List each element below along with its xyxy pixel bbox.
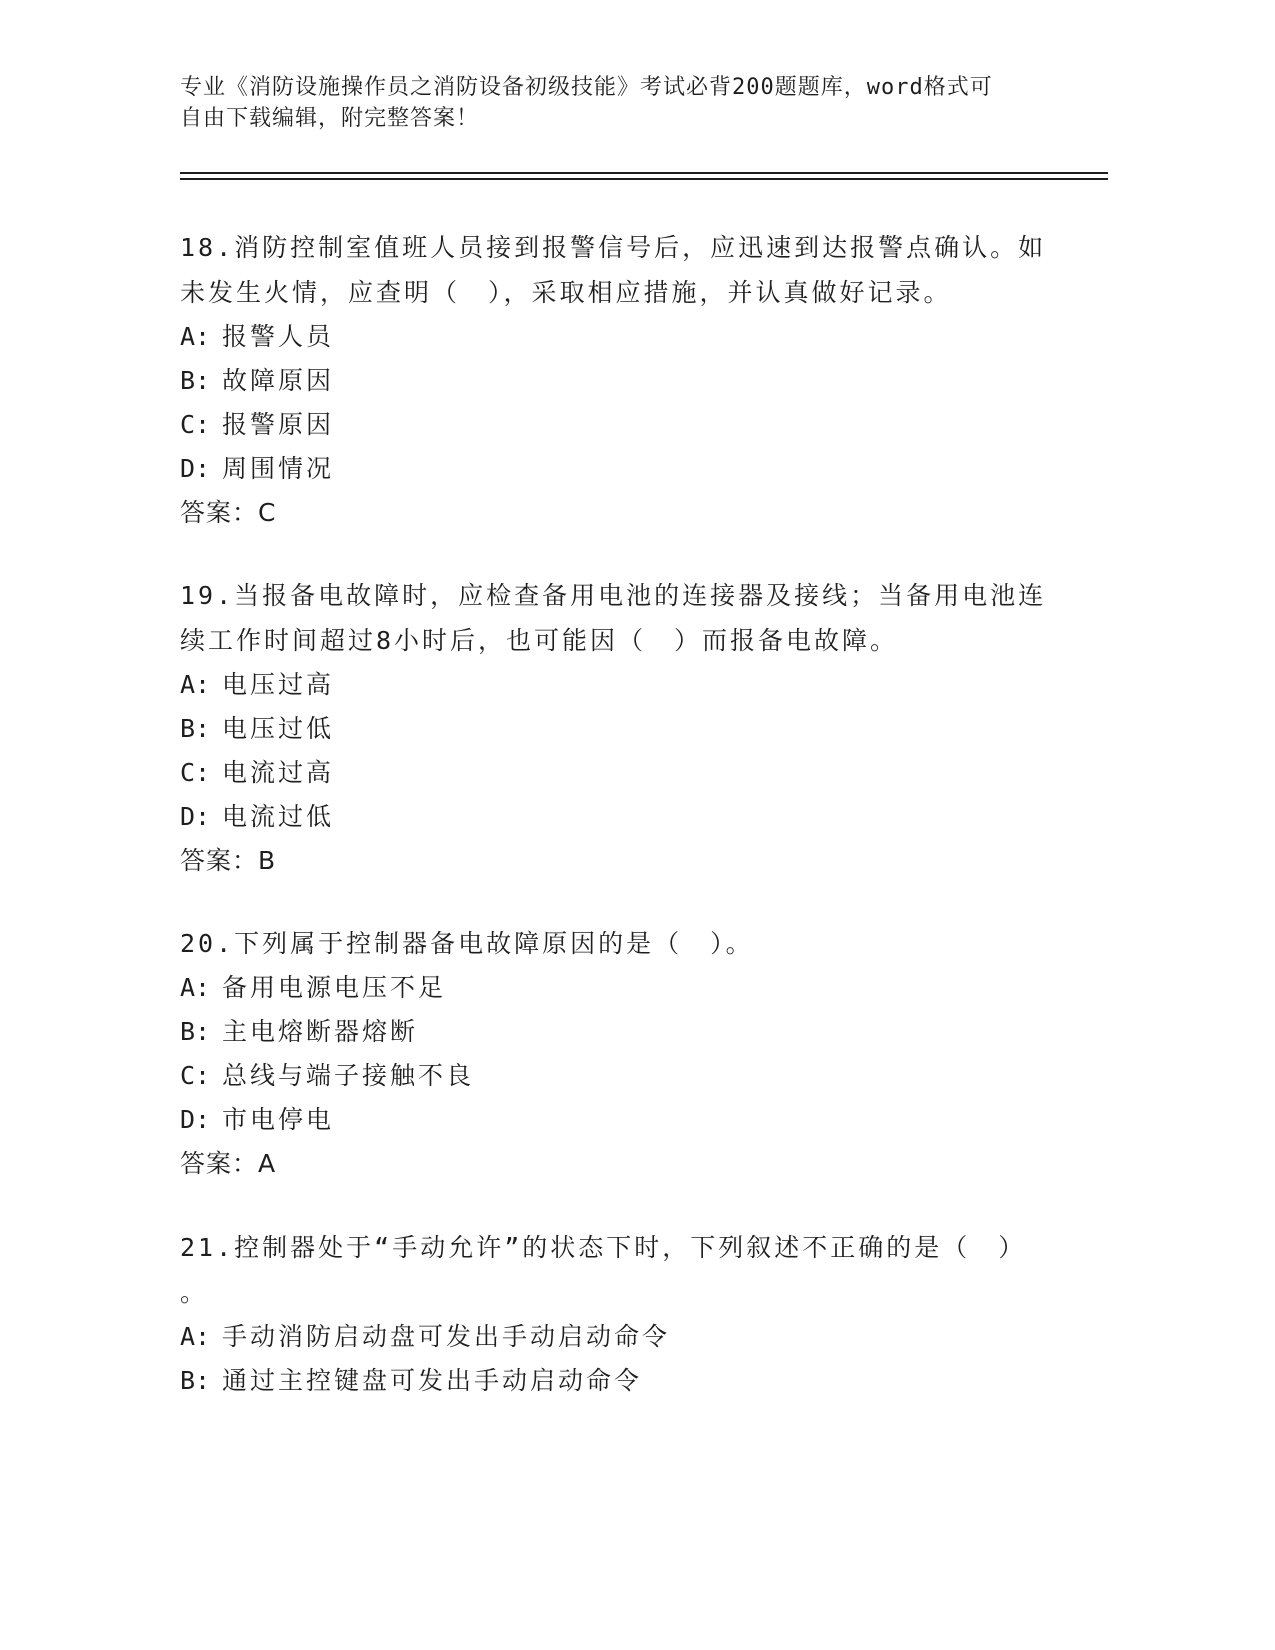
option-key: C: bbox=[180, 1061, 211, 1090]
option-text: 故障原因 bbox=[222, 366, 335, 395]
question-stem-line: 未发生火情，应查明（ ），采取相应措施，并认真做好记录。 bbox=[180, 278, 952, 307]
option-a bbox=[180, 315, 1060, 359]
question-21 bbox=[180, 1225, 1060, 1403]
option-text: 报警原因 bbox=[222, 410, 335, 439]
option-key: A: bbox=[180, 322, 211, 351]
option-text: 手动消防启动盘可发出手动启动命令 bbox=[222, 1322, 671, 1351]
header-line-1: 专业《消防设施操作员之消防设备初级技能》考试必背200题题库，word格式可 bbox=[180, 75, 993, 100]
header-line-2: 自由下载编辑，附完整答案！ bbox=[180, 106, 480, 131]
question-stem-line: 续工作时间超过8小时后，也可能因（ ）而报备电故障。 bbox=[180, 626, 899, 655]
question-19 bbox=[180, 573, 1060, 883]
option-c bbox=[180, 751, 1060, 795]
option-a bbox=[180, 663, 1060, 707]
question-20 bbox=[180, 921, 1060, 1186]
header-divider-bottom bbox=[180, 178, 1108, 180]
option-text: 电流过高 bbox=[222, 758, 335, 787]
option-a bbox=[180, 966, 1060, 1010]
question-stem-line: 18.消防控制室值班人员接到报警信号后，应迅速到达报警点确认。如 bbox=[180, 233, 1047, 262]
option-d bbox=[180, 795, 1060, 839]
option-b bbox=[180, 1010, 1060, 1054]
option-b bbox=[180, 359, 1060, 403]
option-text: 电流过低 bbox=[222, 802, 335, 831]
header-divider-top bbox=[180, 172, 1108, 174]
option-key: C: bbox=[180, 758, 211, 787]
option-key: C: bbox=[180, 410, 211, 439]
option-text: 总线与端子接触不良 bbox=[222, 1061, 475, 1090]
question-stem-line: 。 bbox=[180, 1278, 209, 1307]
option-text: 通过主控键盘可发出手动启动命令 bbox=[222, 1366, 643, 1395]
question-stem-line: 21.控制器处于“手动允许”的状态下时，下列叙述不正确的是（ ） bbox=[180, 1233, 1027, 1262]
answer-line: 答案：B bbox=[180, 846, 277, 875]
option-c bbox=[180, 1054, 1060, 1098]
option-text: 周围情况 bbox=[222, 454, 335, 483]
question-stem-line: 19.当报备电故障时，应检查备用电池的连接器及接线；当备用电池连 bbox=[180, 581, 1047, 610]
option-key: B: bbox=[180, 366, 211, 395]
option-text: 电压过高 bbox=[222, 670, 335, 699]
option-text: 备用电源电压不足 bbox=[222, 973, 447, 1002]
option-text: 主电熔断器熔断 bbox=[222, 1017, 419, 1046]
question-18 bbox=[180, 225, 1060, 535]
option-key: A: bbox=[180, 1322, 211, 1351]
option-key: A: bbox=[180, 973, 211, 1002]
answer-line: 答案：A bbox=[180, 1149, 277, 1178]
option-a bbox=[180, 1315, 1060, 1359]
question-stem-line: 20.下列属于控制器备电故障原因的是（ ）。 bbox=[180, 929, 754, 958]
option-key: D: bbox=[180, 1105, 211, 1134]
option-c bbox=[180, 403, 1060, 447]
option-key: B: bbox=[180, 1017, 211, 1046]
option-key: B: bbox=[180, 714, 211, 743]
option-b bbox=[180, 1359, 1060, 1403]
answer-line: 答案：C bbox=[180, 498, 277, 527]
document-header bbox=[180, 72, 1040, 134]
option-key: B: bbox=[180, 1366, 211, 1395]
option-key: D: bbox=[180, 802, 211, 831]
option-text: 市电停电 bbox=[222, 1105, 335, 1134]
option-d bbox=[180, 1098, 1060, 1142]
option-key: A: bbox=[180, 670, 211, 699]
option-text: 报警人员 bbox=[222, 322, 335, 351]
option-key: D: bbox=[180, 454, 211, 483]
option-b bbox=[180, 707, 1060, 751]
option-d bbox=[180, 447, 1060, 491]
option-text: 电压过低 bbox=[222, 714, 335, 743]
